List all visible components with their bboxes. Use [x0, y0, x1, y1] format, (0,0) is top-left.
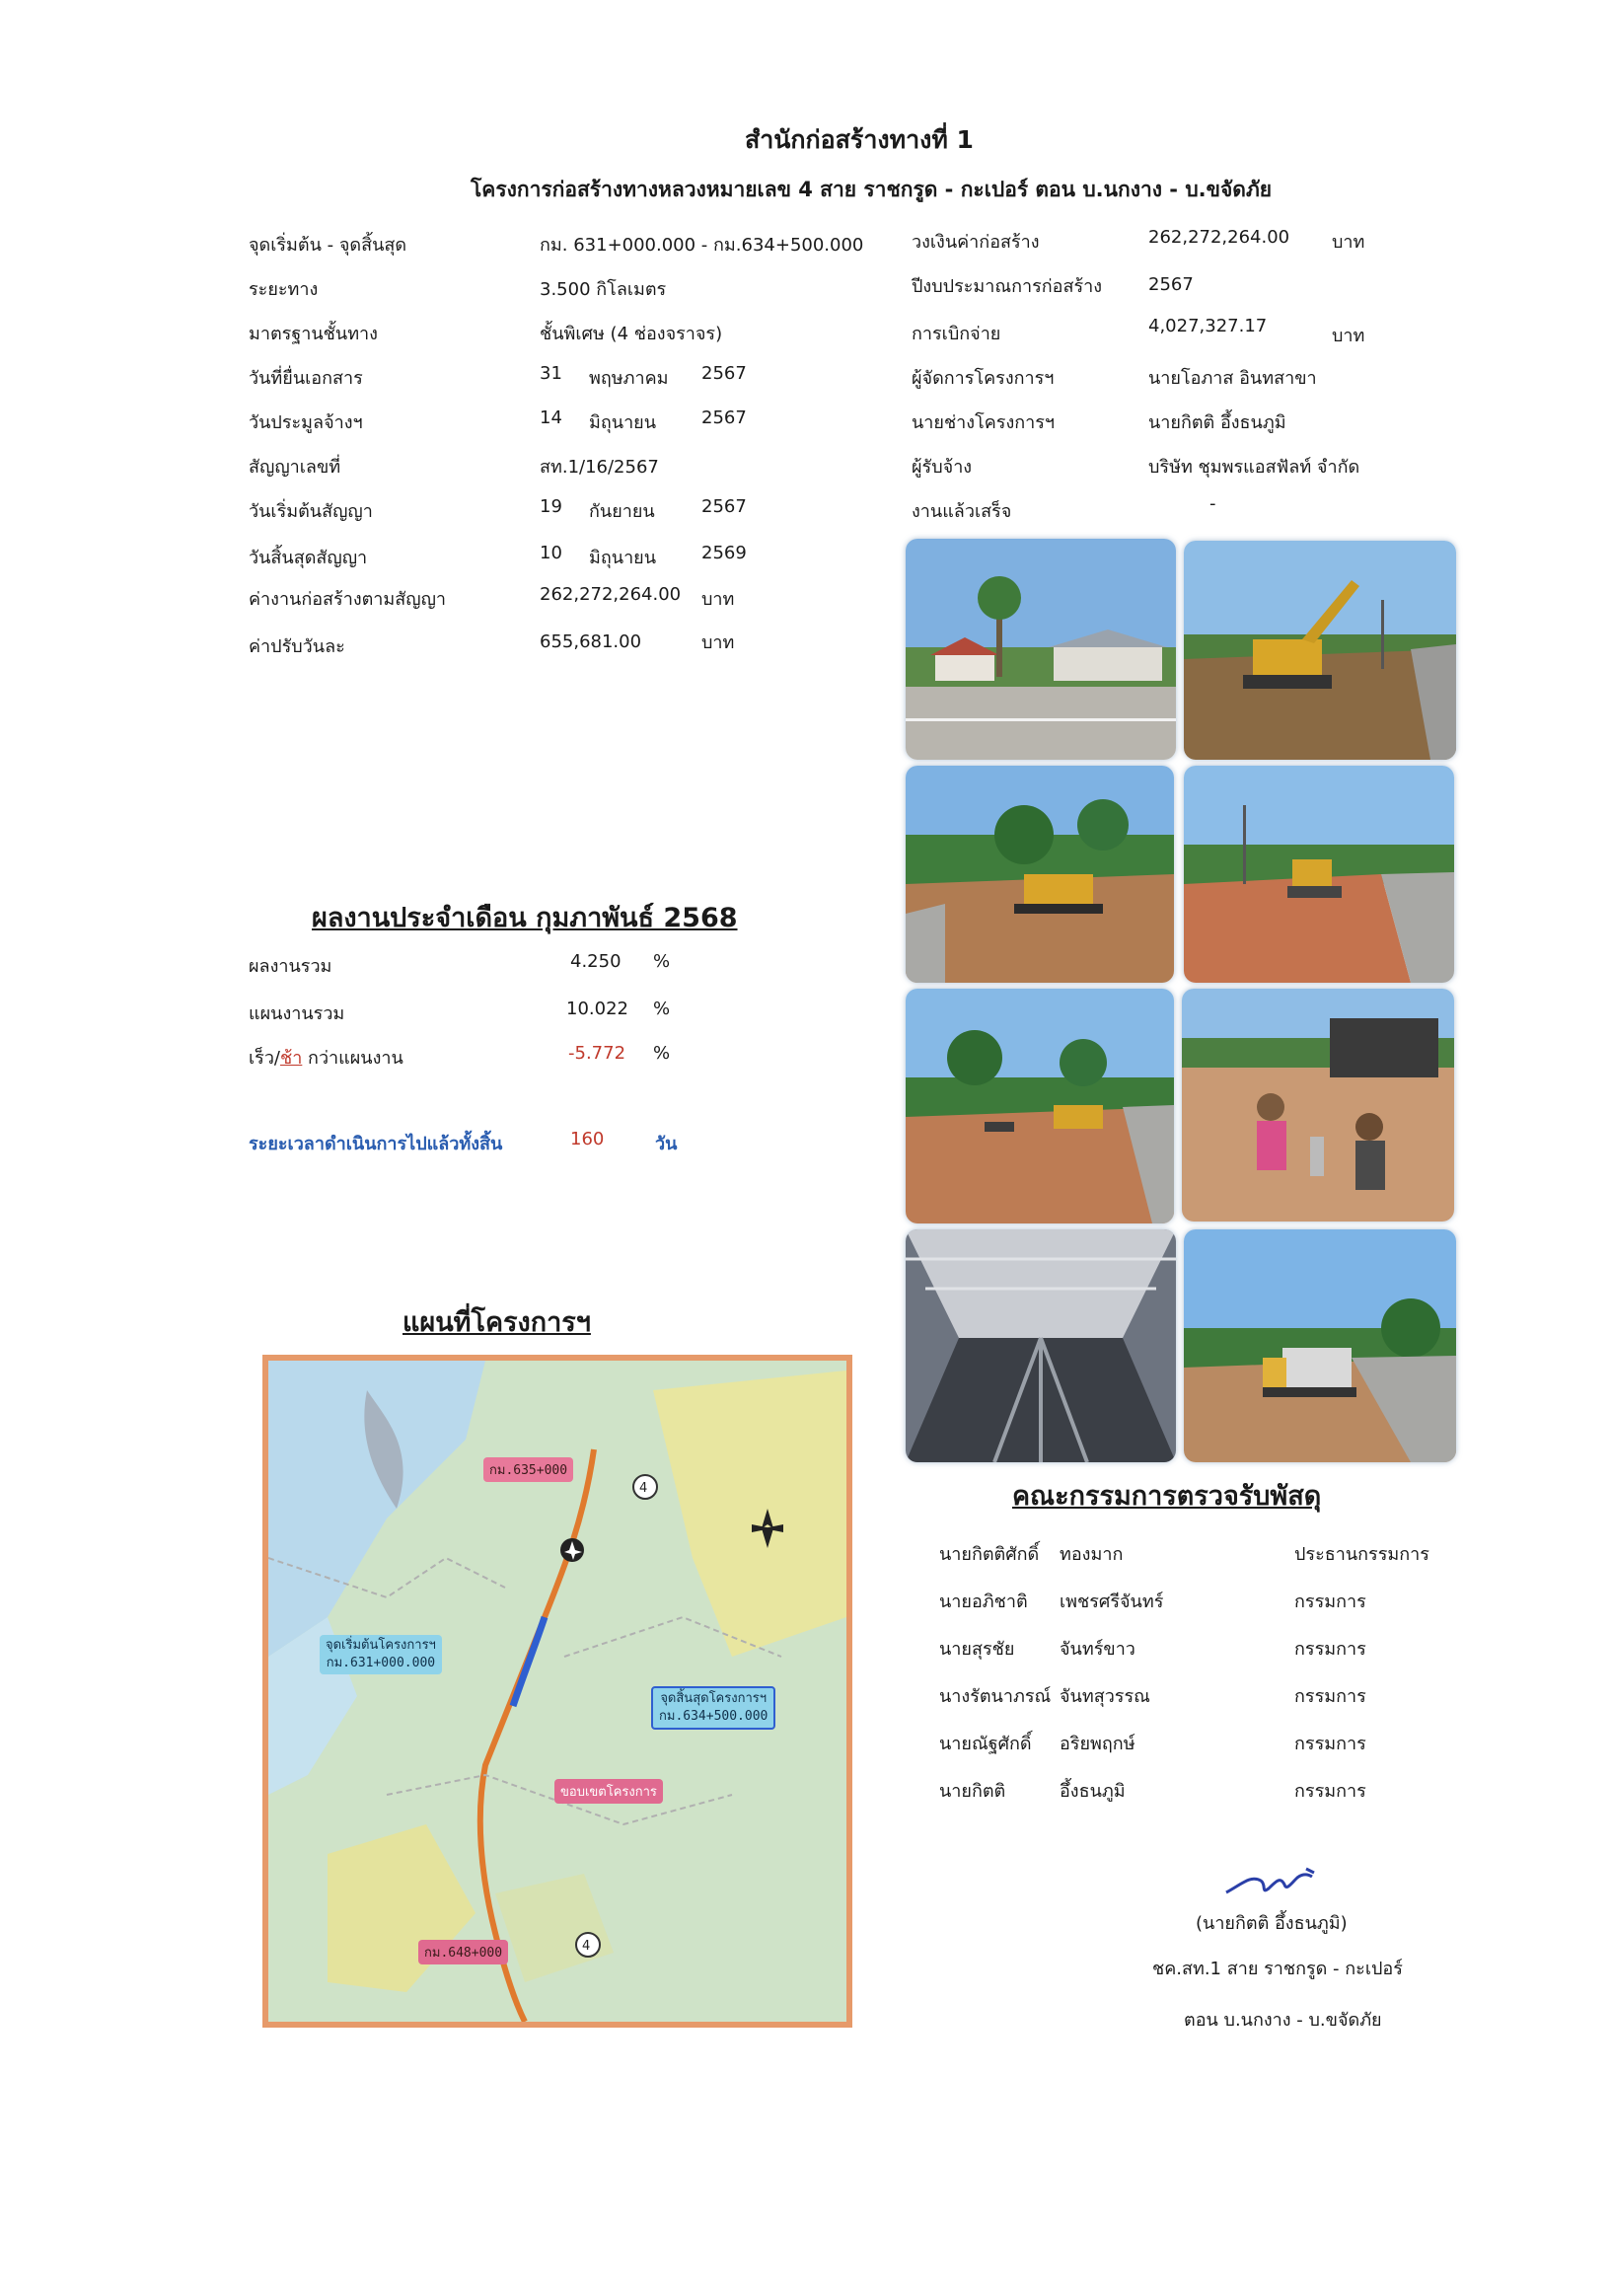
- map-label-end: [651, 1686, 775, 1730]
- map-label-line: กม.631+000.000: [326, 1656, 436, 1670]
- info-label: ปีงบประมาณการก่อสร้าง: [912, 276, 1103, 297]
- info-label: วงเงินค่าก่อสร้าง: [912, 232, 1040, 253]
- airport-icon: [560, 1538, 584, 1562]
- construction-photo: [1184, 766, 1454, 983]
- progress-unit: %: [653, 951, 671, 972]
- info-label: ค่างานก่อสร้างตามสัญญา: [249, 589, 447, 610]
- progress-unit: %: [653, 1043, 671, 1064]
- member-role: กรรมการ: [1294, 1686, 1366, 1707]
- info-unit: บาท: [701, 589, 735, 610]
- info-unit: บาท: [1332, 326, 1365, 346]
- info-value: สท.1/16/2567: [540, 457, 659, 478]
- signer-position: ชค.สท.1 สาย ราชกรูด - กะเปอร์: [1152, 1959, 1403, 1979]
- member-first-name: นายณัฐศักดิ์: [939, 1734, 1032, 1754]
- map-label-km: กม.648+000: [418, 1940, 508, 1964]
- info-value: 2567: [701, 496, 747, 517]
- info-label: ผู้จัดการโครงการฯ: [912, 368, 1055, 389]
- member-first-name: นายกิตติศักดิ์: [939, 1544, 1040, 1565]
- member-role: กรรมการ: [1294, 1734, 1366, 1754]
- info-value: กม. 631+000.000 - กม.634+500.000: [540, 235, 864, 256]
- map-label-line: จุดเริ่มต้นโครงการฯ: [326, 1638, 436, 1653]
- info-unit: บาท: [1332, 232, 1365, 253]
- progress-label: ผลงานรวม: [249, 956, 332, 977]
- route-number-2: 4: [582, 1939, 591, 1954]
- page-title: สำนักก่อสร้างทางที่ 1: [745, 125, 974, 154]
- info-value: 14: [540, 407, 562, 428]
- info-unit: บาท: [701, 632, 735, 653]
- construction-photo: [1184, 1229, 1456, 1462]
- map-label-line: กม.634+500.000: [659, 1709, 768, 1724]
- member-last-name: อึ้งธนภูมิ: [1060, 1781, 1126, 1802]
- member-first-name: นายอภิชาติ: [939, 1592, 1028, 1612]
- info-value: 655,681.00: [540, 631, 642, 652]
- info-value: มิถุนายน: [589, 412, 657, 433]
- member-role: กรรมการ: [1294, 1592, 1366, 1612]
- elapsed-unit: วัน: [655, 1134, 678, 1154]
- elapsed-label: ระยะเวลาดำเนินการไปแล้วทั้งสิ้น: [249, 1134, 503, 1154]
- info-value: มิถุนายน: [589, 548, 657, 568]
- member-last-name: จันทร์ขาว: [1060, 1639, 1135, 1660]
- info-value: 262,272,264.00: [1148, 227, 1290, 248]
- info-label: วันที่ยื่นเอกสาร: [249, 368, 363, 389]
- info-value: 2567: [701, 407, 747, 428]
- member-role: กรรมการ: [1294, 1781, 1366, 1802]
- info-label: จุดเริ่มต้น - จุดสิ้นสุด: [249, 235, 407, 256]
- member-first-name: นางรัตนาภรณ์: [939, 1686, 1052, 1707]
- member-first-name: นายกิตติ: [939, 1781, 1006, 1802]
- map-heading: แผนที่โครงการฯ: [402, 1307, 591, 1338]
- project-map: [262, 1355, 852, 2028]
- member-last-name: จันทสุวรรณ: [1060, 1686, 1150, 1707]
- info-value: 3.500 กิโลเมตร: [540, 279, 667, 300]
- info-value: 262,272,264.00: [540, 584, 682, 605]
- info-value: 2567: [701, 363, 747, 384]
- info-label: ค่าปรับวันละ: [249, 636, 345, 657]
- construction-photo: [906, 766, 1174, 983]
- info-value: 2567: [1148, 274, 1194, 295]
- info-label: วันสิ้นสุดสัญญา: [249, 548, 368, 568]
- info-value: นายกิตติ อึ้งธนภูมิ: [1148, 412, 1286, 433]
- progress-unit: %: [653, 999, 671, 1019]
- progress-value: 4.250: [570, 951, 622, 972]
- info-label: งานแล้วเสร็จ: [912, 501, 1012, 522]
- info-value: นายโอภาส อินทสาขา: [1148, 368, 1317, 389]
- label-part: ช้า: [280, 1048, 303, 1069]
- label-part: กว่าแผนงาน: [302, 1048, 403, 1069]
- info-value: กันยายน: [589, 501, 655, 522]
- progress-heading: ผลงานประจำเดือน กุมภาพันธ์ 2568: [312, 903, 738, 933]
- progress-value: 10.022: [566, 999, 628, 1019]
- progress-value: -5.772: [568, 1043, 626, 1064]
- info-value: บริษัท ชุมพรแอสฟัลท์ จำกัด: [1148, 457, 1360, 478]
- info-value: 31: [540, 363, 562, 384]
- label-part: เร็ว/: [249, 1048, 280, 1069]
- map-label-km: กม.635+000: [483, 1457, 573, 1482]
- construction-photo: [906, 1229, 1176, 1462]
- info-label: การเบิกจ่าย: [912, 324, 1001, 344]
- map-label-line: จุดสิ้นสุดโครงการฯ: [660, 1691, 768, 1706]
- member-role: ประธานกรรมการ: [1294, 1544, 1429, 1565]
- committee-heading: คณะกรรมการตรวจรับพัสดุ: [1012, 1481, 1322, 1512]
- info-value: 19: [540, 496, 562, 517]
- info-value: 2569: [701, 543, 747, 563]
- info-value: 4,027,327.17: [1148, 316, 1268, 336]
- info-value: พฤษภาคม: [589, 368, 669, 389]
- construction-photo: [906, 989, 1174, 1223]
- info-label: นายช่างโครงการฯ: [912, 412, 1056, 433]
- info-label: ผู้รับจ้าง: [912, 457, 973, 478]
- member-last-name: เพชรศรีจันทร์: [1060, 1592, 1164, 1612]
- info-label: ระยะทาง: [249, 279, 319, 300]
- progress-label: แผนงานรวม: [249, 1003, 345, 1024]
- info-value: 10: [540, 543, 562, 563]
- info-label: มาตรฐานชั้นทาง: [249, 324, 378, 344]
- map-label-start: [320, 1635, 442, 1674]
- signer-name: (นายกิตติ อึ้งธนภูมิ): [1196, 1913, 1348, 1934]
- project-subtitle: โครงการก่อสร้างทางหลวงหมายเลข 4 สาย ราชกรูด - กะเปอร์ ตอน บ.นกงาง - บ.ขจัดภัย: [471, 178, 1273, 201]
- member-last-name: อริยพฤกษ์: [1060, 1734, 1135, 1754]
- construction-photo: [1182, 989, 1454, 1222]
- map-label-scope: ขอบเขตโครงการ: [554, 1779, 663, 1804]
- info-value: ชั้นพิเศษ (4 ช่องจราจร): [540, 324, 723, 344]
- member-last-name: ทองมาก: [1060, 1544, 1124, 1565]
- signer-position: ตอน บ.นกงาง - บ.ขจัดภัย: [1184, 2010, 1382, 2031]
- signature-mark: [1221, 1855, 1330, 1904]
- construction-photo: [1184, 541, 1456, 760]
- route-number-1: 4: [639, 1481, 648, 1496]
- progress-label: [249, 1043, 403, 1072]
- member-role: กรรมการ: [1294, 1639, 1366, 1660]
- info-label: วันเริ่มต้นสัญญา: [249, 501, 373, 522]
- info-label: วันประมูลจ้างฯ: [249, 412, 363, 433]
- construction-photo: [906, 539, 1176, 760]
- member-first-name: นายสุรชัย: [939, 1639, 1015, 1660]
- elapsed-value: 160: [570, 1129, 605, 1149]
- info-value: -: [1209, 493, 1216, 514]
- info-label: สัญญาเลขที่: [249, 457, 341, 478]
